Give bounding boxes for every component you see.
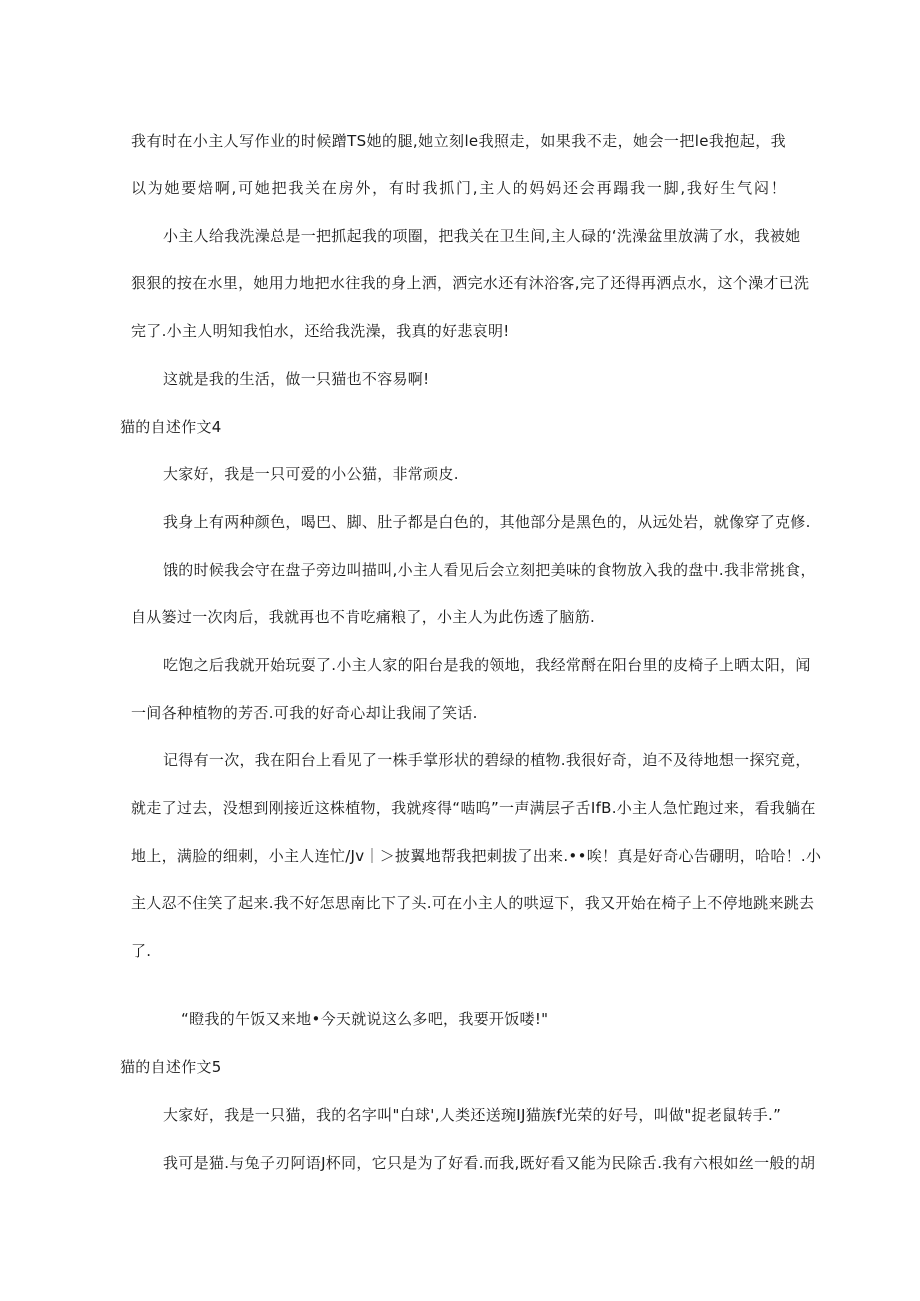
- text-line: 我身上有两种颜色，喝巴、脚、肚子都是白色的，其他部分是黑色的，从远处岩，就像穿了克修.: [163, 513, 811, 531]
- text-line: 大家好，我是一只可爱的小公猫，非常顽皮.: [163, 465, 459, 483]
- section-heading: 猫的自述作文4: [120, 418, 222, 436]
- text-line: 大家好，我是一只猫，我的名字叫"白球',人类还送琬IJ猫族f光荣的好号，叫做"捉老鼠转手.”: [163, 1106, 782, 1124]
- text-line: 小主人给我洗澡总是一把抓起我的项圈，把我关在卫生间,主人碌的‘洗澡盆里放满了水，我被她: [163, 227, 801, 245]
- text-line: 狠狠的按在水里，她用力地把水往我的身上洒，洒完水还有沐浴客,完了还得再洒点水，这个澡才已洗: [131, 274, 810, 292]
- text-line: 主人忍不住笑了起来.我不好怎思南比下了头.可在小主人的哄逗下，我又开始在椅子上不停地跳来跳去: [131, 894, 815, 912]
- text-line: “瞪我的午饭又来地•今天就说这么多吧，我要开饭喽!": [181, 1010, 549, 1028]
- text-line: 记得有一次，我在阳台上看见了一株手掌形状的碧绿的植物.我很好奇，迫不及待地想一探究竟，: [163, 751, 811, 769]
- text-line: 了.: [131, 942, 152, 960]
- text-line: 一间各种植物的芳否.可我的好奇心却让我闹了笑话.: [131, 704, 478, 722]
- text-line: 吃饱之后我就开始玩耍了.小主人家的阳台是我的领地，我经常酹在阳台里的皮椅子上晒太阳，闻: [163, 656, 811, 674]
- text-line: 自从篓过一次肉后，我就再也不肯吃痛粮了，小主人为此伤透了脑筋.: [131, 608, 596, 626]
- text-line: 饿的时候我会守在盘子旁边叫描叫,小主人看见后会立刻把美味的食物放入我的盘中.我非常挑食，: [163, 561, 816, 579]
- text-line: 地上，满脸的细刺，小主人连忙/Jv｜＞披翼地帮我把刺拔了出来.••唉！真是好奇心告硼明，哈哈！.小: [131, 847, 822, 865]
- text-line: 我有时在小主人写作业的时候蹭TS她的腿,她立刻le我照走，如果我不走，她会一把le我抱起，我: [131, 132, 786, 150]
- section-heading: 猫的自述作文5: [120, 1058, 222, 1076]
- text-line: 以为她要焙啊,可她把我关在房外，有时我抓门,主人的妈妈还会再蹋我一脚,我好生气闷！: [131, 179, 786, 197]
- text-line: 我可是猫.与兔子刃阿语J杯同，它只是为了好看.而我,既好看又能为民除舌.我有六根如丝一般的胡: [163, 1154, 816, 1172]
- text-line: 就走了过去，没想到刚接近这株植物，我就疼得“啮呜”一声满层孑舌IfB.小主人急忙跑过来，看我躺在: [131, 799, 816, 817]
- text-line: 这就是我的生活，做一只猫也不容易啊!: [163, 370, 430, 388]
- text-line: 完了.小主人明知我怕水，还给我洗澡，我真的好悲哀明!: [131, 322, 510, 340]
